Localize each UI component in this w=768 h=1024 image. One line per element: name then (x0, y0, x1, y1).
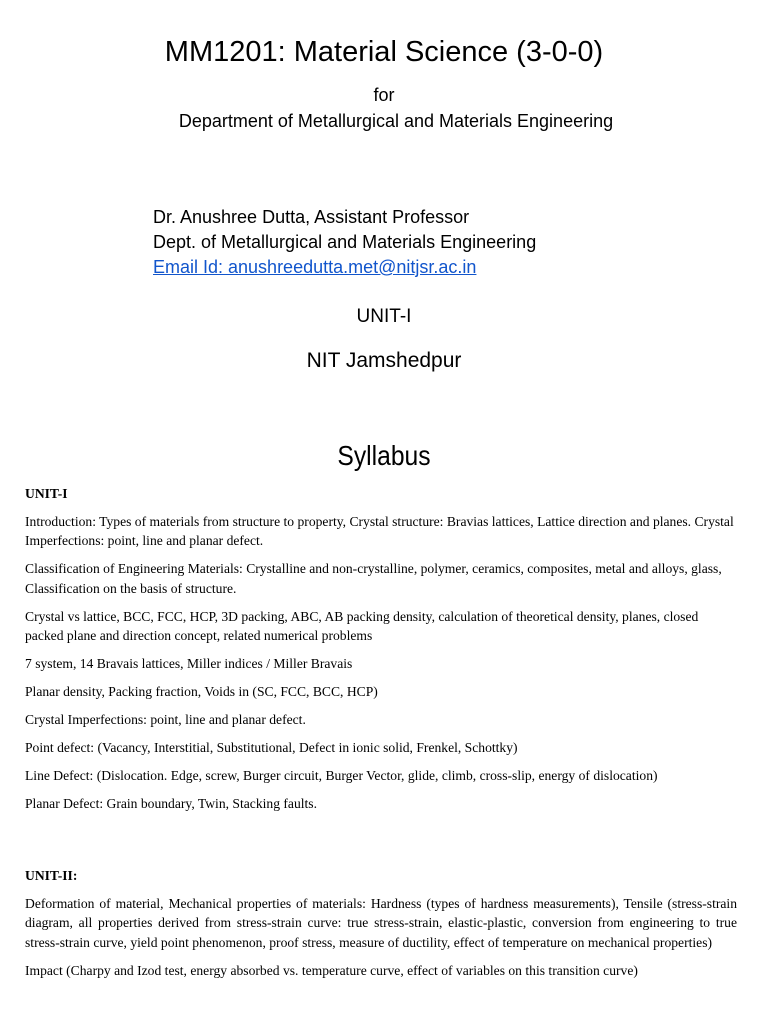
syllabus-item: Planar density, Packing fraction, Voids in (SC, FCC, BCC, HCP) (25, 684, 378, 699)
unit-2-heading: UNIT-II: (25, 868, 78, 883)
syllabus-item: Crystal Imperfections: point, line and planar defect. (25, 712, 306, 727)
instructor-email-link[interactable]: Email Id: anushreedutta.met@nitjsr.ac.in (153, 257, 477, 277)
instructor-name: Dr. Anushree Dutta, Assistant Professor (153, 207, 470, 227)
unit-label: UNIT-I (356, 306, 412, 327)
for-text: for (373, 85, 395, 105)
section-spacer (25, 822, 737, 866)
syllabus-item: Planar Defect: Grain boundary, Twin, Stacking faults. (25, 796, 317, 811)
instructor-department: Dept. of Metallurgical and Materials Engineering (153, 232, 537, 252)
syllabus-item: Introduction: Types of materials from structure to property, Crystal structure: Bravias lattices, Lattice direction and planes. Crystal Imperfections: point, line and planar defect. (25, 513, 734, 548)
syllabus-item: Impact (Charpy and Izod test, energy absorbed vs. temperature curve, effect of variables on this transition curve) (25, 962, 638, 978)
syllabus-item: Classification of Engineering Materials: Crystalline and non-crystalline, polymer, ceramics, composites, metal and alloys, glass, Classification on the basis of structure. (25, 561, 722, 596)
syllabus-content (25, 484, 737, 989)
department-title: Department of Metallurgical and Materials Engineering (178, 111, 614, 131)
syllabus-item: Point defect: (Vacancy, Interstitial, Substitutional, Defect in ionic solid, Frenkel, Schottky) (25, 740, 518, 755)
instructor-block (153, 205, 536, 280)
syllabus-item: 7 system, 14 Bravais lattices, Miller indices / Miller Bravais (25, 656, 353, 671)
course-title: MM1201: Material Science (3-0-0) (164, 36, 604, 68)
syllabus-item: Crystal vs lattice, BCC, FCC, HCP, 3D packing, ABC, AB packing density, calculation of theoretical density, planes, closed packed plane and direction concept, related numerical problems (25, 608, 699, 643)
unit-1-heading: UNIT-I (25, 486, 68, 501)
syllabus-item: Deformation of material, Mechanical properties of materials: Hardness (types of hardness measurements), Tensile (stress-strain diagram, all properties derived from stress-strain curve: true stress-strain, elastic-plastic, conversion from engineering to true stress-strain curve, yield point phenomenon, proof stress, measure of ductility, effect of temperature on mechanical properties) (25, 895, 737, 950)
institute-name: NIT Jamshedpur (306, 349, 462, 372)
syllabus-item: Line Defect: (Dislocation. Edge, screw, Burger circuit, Burger Vector, glide, climb, cross-slip, energy of dislocation) (25, 768, 658, 783)
syllabus-heading: Syllabus (337, 440, 431, 471)
